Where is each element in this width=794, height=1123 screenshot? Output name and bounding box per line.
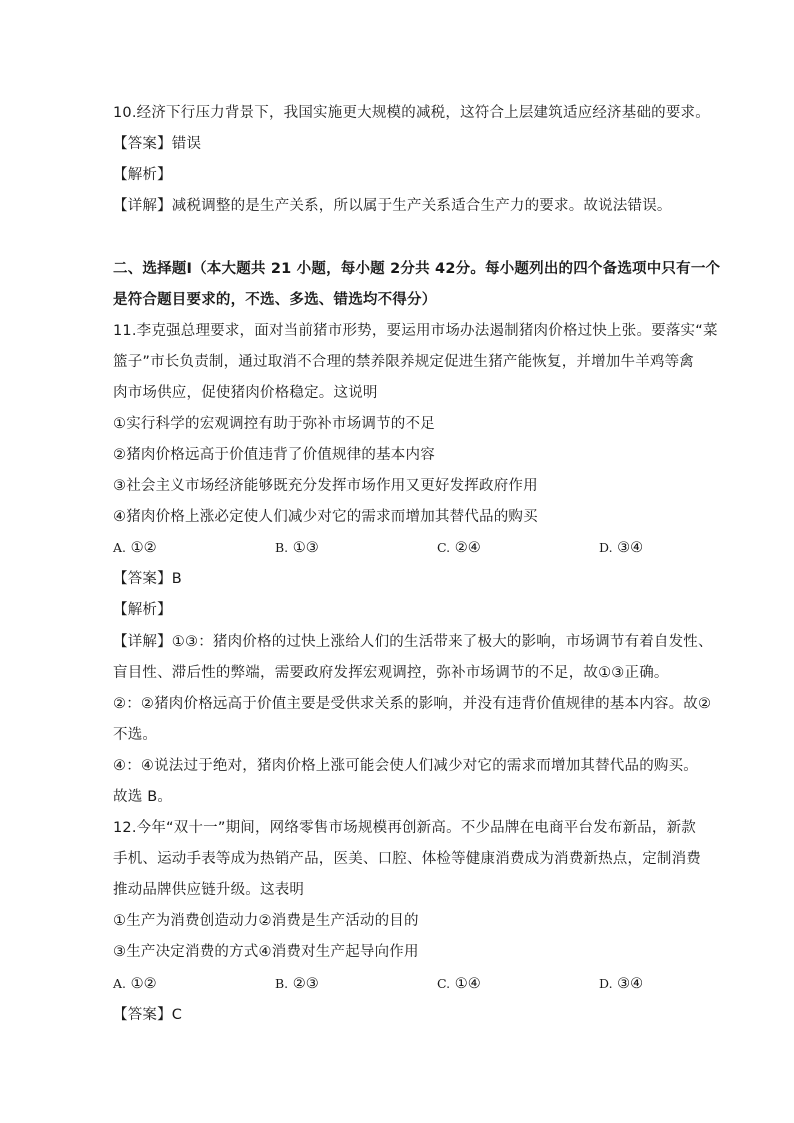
q11-item: ①实行科学的宏观调控有助于弥补市场调节的不足 <box>113 416 435 432</box>
q12-option-a: A. ①② <box>113 976 157 992</box>
q11-option-d: D. ③④ <box>599 540 644 556</box>
q12-item: ①生产为消费创造动力②消费是生产活动的目的 <box>113 913 419 929</box>
q12-option-b: B. ②③ <box>275 976 319 992</box>
q10-stem: 10.经济下行压力背景下，我国实施更大规模的减税，这符合上层建筑适应经济基础的要求。 <box>113 105 710 121</box>
q12-option-c: C. ①④ <box>437 976 481 992</box>
q11-detail-line: 盲目性、滞后性的弊端，需要政府发挥宏观调控，弥补市场调节的不足，故①③正确。 <box>113 665 669 681</box>
q11-analysis-label: 【解析】 <box>113 602 172 618</box>
q10-detail: 【详解】减税调整的是生产关系，所以属于生产关系适合生产力的要求。故说法错误。 <box>113 198 672 214</box>
q12-stem-line: 12.今年“双十一”期间，网络零售市场规模再创新高。不少品牌在电商平台发布新品，新款 <box>113 820 696 836</box>
q11-option-a: A. ①② <box>113 540 157 556</box>
q11-detail-line: 不选。 <box>113 727 158 743</box>
q12-item: ③生产决定消费的方式④消费对生产起导向作用 <box>113 944 419 960</box>
q12-stem-line: 手机、运动手表等成为热销产品，医美、口腔、体检等健康消费成为消费新热点，定制消费 <box>113 851 701 867</box>
q11-detail-line: 【详解】①③：猪肉价格的过快上涨给人们的生活带来了极大的影响，市场调节有着自发性、 <box>113 634 713 650</box>
q12-answer: 【答案】C <box>113 1007 183 1023</box>
section2-heading-line2: 是符合题目要求的，不选、多选、错选均不得分） <box>113 292 437 308</box>
q11-options <box>113 538 693 558</box>
q11-item: ④猪肉价格上涨必定使人们减少对它的需求而增加其替代品的购买 <box>113 509 538 525</box>
q12-options <box>113 974 693 994</box>
section2-heading-line1: 二、选择题Ⅰ（本大题共 21 小题，每小题 2分共 42分。每小题列出的四个备选项中只有一个 <box>113 261 721 277</box>
q10-analysis-label: 【解析】 <box>113 167 172 183</box>
q11-stem-line: 篮子”市长负责制，通过取消不合理的禁养限养规定促进生猪产能恢复，并增加牛羊鸡等禽 <box>113 354 695 370</box>
q11-item: ③社会主义市场经济能够既充分发挥市场作用又更好发挥政府作用 <box>113 478 538 494</box>
q11-stem-line: 肉市场供应，促使猪肉价格稳定。这说明 <box>113 385 378 401</box>
q12-stem-line: 推动品牌供应链升级。这表明 <box>113 882 305 898</box>
q11-option-c: C. ②④ <box>437 540 481 556</box>
q11-stem-line: 11.李克强总理要求，面对当前猪市形势，要运用市场办法遏制猪肉价格过快上张。要落实“菜 <box>113 323 718 339</box>
q11-detail-line: ④：④说法过于绝对，猪肉价格上涨可能会使人们减少对它的需求而增加其替代品的购买。 <box>113 758 698 774</box>
q10-answer: 【答案】错误 <box>113 136 202 152</box>
q11-detail-line: 故选 B。 <box>113 789 173 805</box>
q11-option-b: B. ①③ <box>275 540 319 556</box>
q11-detail-line: ②：②猪肉价格远高于价值主要是受供求关系的影响，并没有违背价值规律的基本内容。故② <box>113 696 712 712</box>
q11-answer: 【答案】B <box>113 571 182 587</box>
q11-item: ②猪肉价格远高于价值违背了价值规律的基本内容 <box>113 447 435 463</box>
q12-option-d: D. ③④ <box>599 976 644 992</box>
